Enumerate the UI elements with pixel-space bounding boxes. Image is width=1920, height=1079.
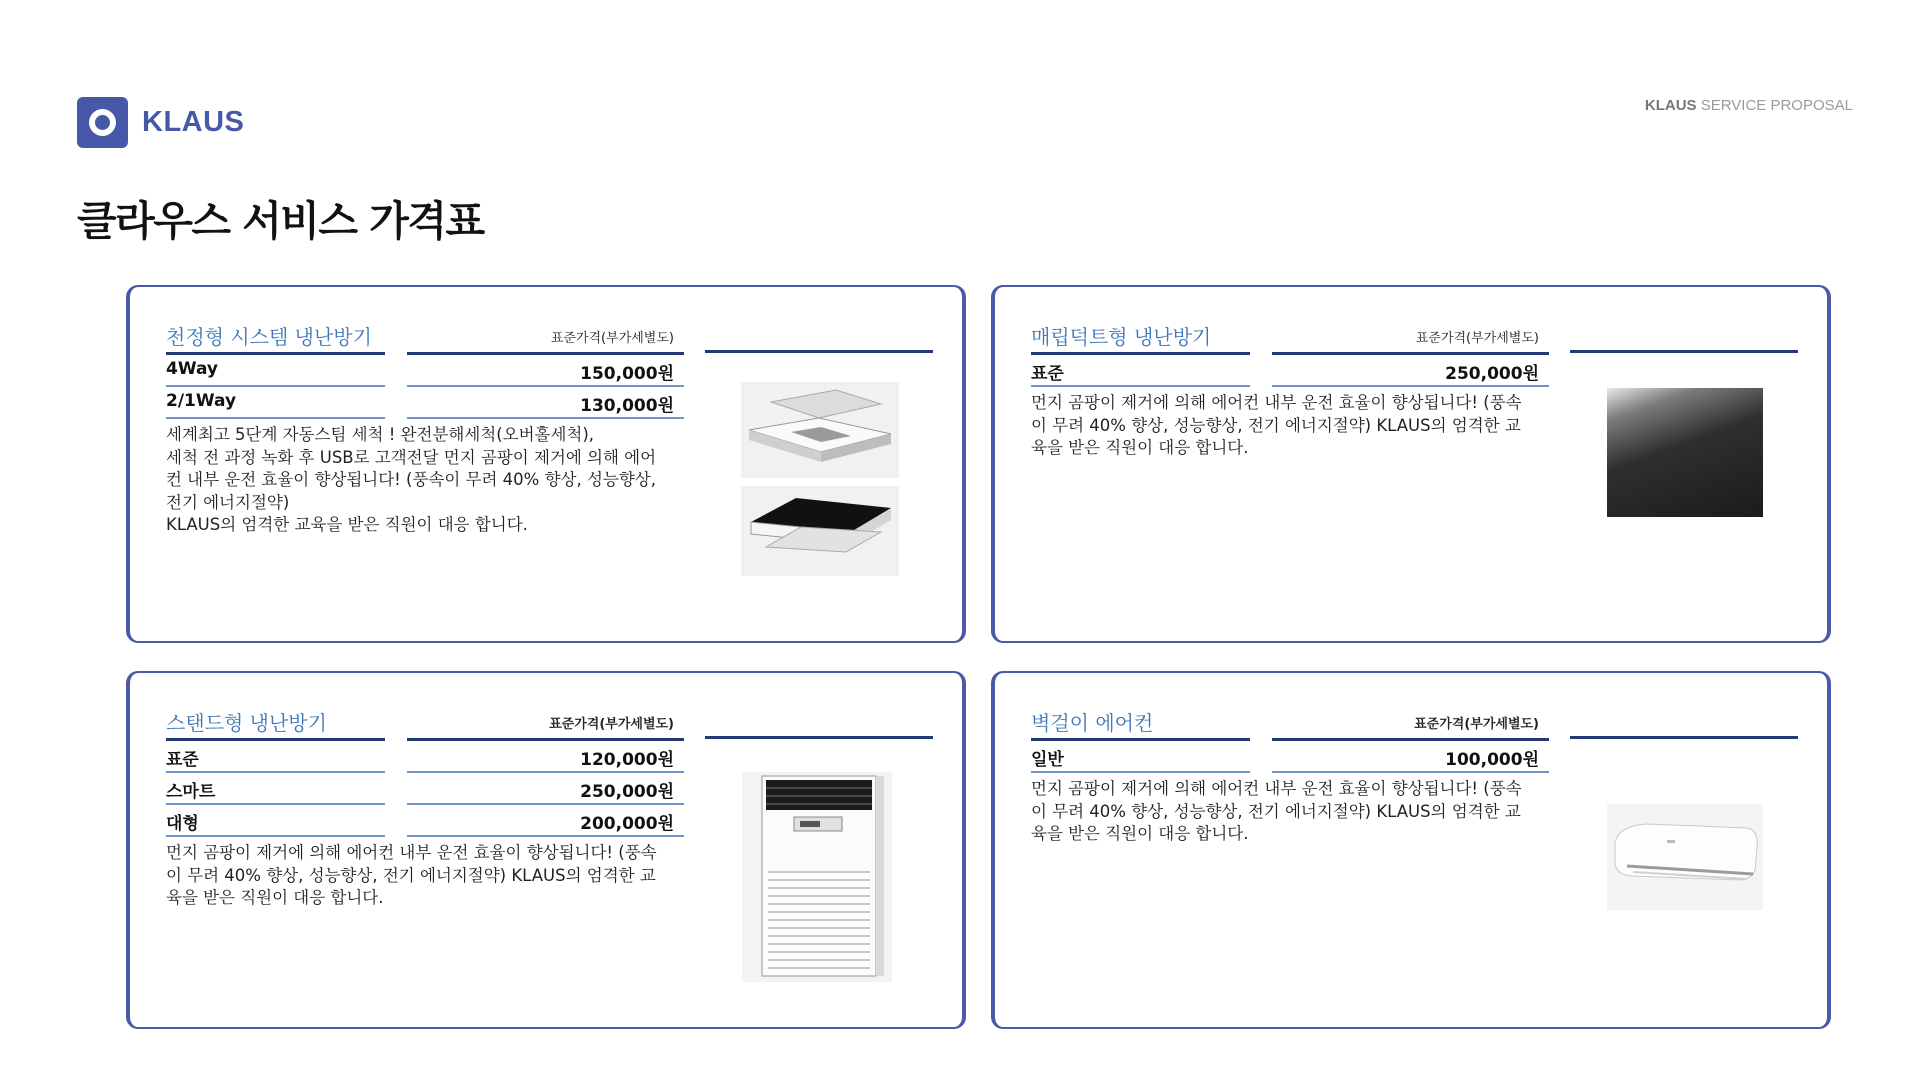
- card-description: 먼지 곰팡이 제거에 의해 에어컨 내부 운전 효율이 향상됩니다! (풍속 이 무려 40% 향상, 성능향상, 전기 에너지절약) KLAUS의 엄격한 교 육을 받은 직원이 대응 합니다.: [1031, 393, 1522, 457]
- proposal-brand: KLAUS: [1644, 97, 1697, 114]
- price-card-wall: [991, 671, 1831, 1029]
- card-description: 먼지 곰팡이 제거에 의해 에어컨 내부 운전 효율이 향상됩니다! (풍속 이 무려 40% 향상, 성능향상, 전기 에너지절약) KLAUS의 엄격한 교 육을 받은 직원이 대응 합니다.: [1031, 779, 1522, 843]
- divider: [705, 350, 933, 353]
- table-row: [166, 773, 684, 805]
- klaus-logo: [77, 97, 244, 148]
- table-row: [166, 741, 684, 773]
- price-column-label: 표준가격(부가세별도): [549, 717, 674, 732]
- row-label: 2/1Way: [166, 391, 237, 411]
- card-title: 매립덕트형 냉난방기: [1031, 325, 1212, 349]
- table-row: [166, 387, 684, 419]
- row-price: 130,000원: [580, 396, 674, 416]
- proposal-rest: SERVICE PROPOSAL: [1696, 97, 1853, 114]
- row-label: 일반: [1031, 750, 1064, 770]
- card-title: 스탠드형 냉난방기: [166, 711, 327, 735]
- row-price: 150,000원: [580, 364, 674, 384]
- price-table: [1031, 705, 1549, 846]
- row-label: 표준: [1031, 364, 1064, 384]
- table-header: [1031, 705, 1549, 741]
- table-header: [166, 705, 684, 741]
- row-price: 200,000원: [580, 814, 674, 834]
- logo-text: KLAUS: [142, 106, 245, 138]
- price-table: [1031, 319, 1549, 460]
- table-row: [1031, 355, 1549, 387]
- price-column-label: 표준가격(부가세별도): [550, 331, 674, 346]
- row-price: 250,000원: [1445, 364, 1539, 384]
- price-table: [166, 705, 684, 910]
- card-title: 벽걸이 에어컨: [1031, 711, 1154, 735]
- row-price: 250,000원: [580, 782, 674, 802]
- card-title: 천정형 시스템 냉난방기: [166, 325, 372, 349]
- row-price: 100,000원: [1445, 750, 1539, 770]
- price-table: [166, 319, 684, 537]
- price-card-standing: [126, 671, 966, 1029]
- row-label: 표준: [166, 750, 199, 770]
- proposal-label: [1645, 97, 1853, 114]
- wall-mounted-ac-icon: [1607, 804, 1763, 910]
- price-column-label: 표준가격(부가세별도): [1415, 331, 1539, 346]
- table-row: [166, 355, 684, 387]
- row-price: 120,000원: [580, 750, 674, 770]
- divider: [1570, 350, 1798, 353]
- price-column-label: 표준가격(부가세별도): [1414, 717, 1539, 732]
- row-label: 대형: [166, 814, 199, 834]
- row-label: 4Way: [166, 359, 219, 379]
- divider: [705, 736, 933, 739]
- duct-interior-photo-icon: [1607, 388, 1763, 517]
- page-title: 클라우스 서비스 가격표: [77, 197, 484, 245]
- card-description: 세계최고 5단계 자동스팀 세척 ! 완전분해세척(오버홀세척), 세척 전 과정 녹화 후 USB로 고객전달 먼지 곰팡이 제거에 의해 에어 컨 내부 운전 효율이 향상됩니다! (풍속이 무려 40% 향상, 성능향상, 전기 에너지절약) KLAUS의 엄격한 교육을 받은 직원이 대응 합니다.: [166, 425, 657, 534]
- table-header: [166, 319, 684, 355]
- row-label: 스마트: [166, 782, 216, 802]
- card-description: 먼지 곰팡이 제거에 의해 에어컨 내부 운전 효율이 향상됩니다! (풍속 이 무려 40% 향상, 성능향상, 전기 에너지절약) KLAUS의 엄격한 교 육을 받은 직원이 대응 합니다.: [166, 843, 657, 907]
- divider: [1570, 736, 1798, 739]
- table-header: [1031, 319, 1549, 355]
- price-card-ceiling: [126, 285, 966, 643]
- standing-ac-icon: [742, 772, 892, 982]
- table-row: [1031, 741, 1549, 773]
- price-card-duct: [991, 285, 1831, 643]
- table-row: [166, 805, 684, 837]
- klaus-logo-icon: [77, 97, 128, 148]
- ceiling-cassette-ac-icon: [741, 382, 899, 576]
